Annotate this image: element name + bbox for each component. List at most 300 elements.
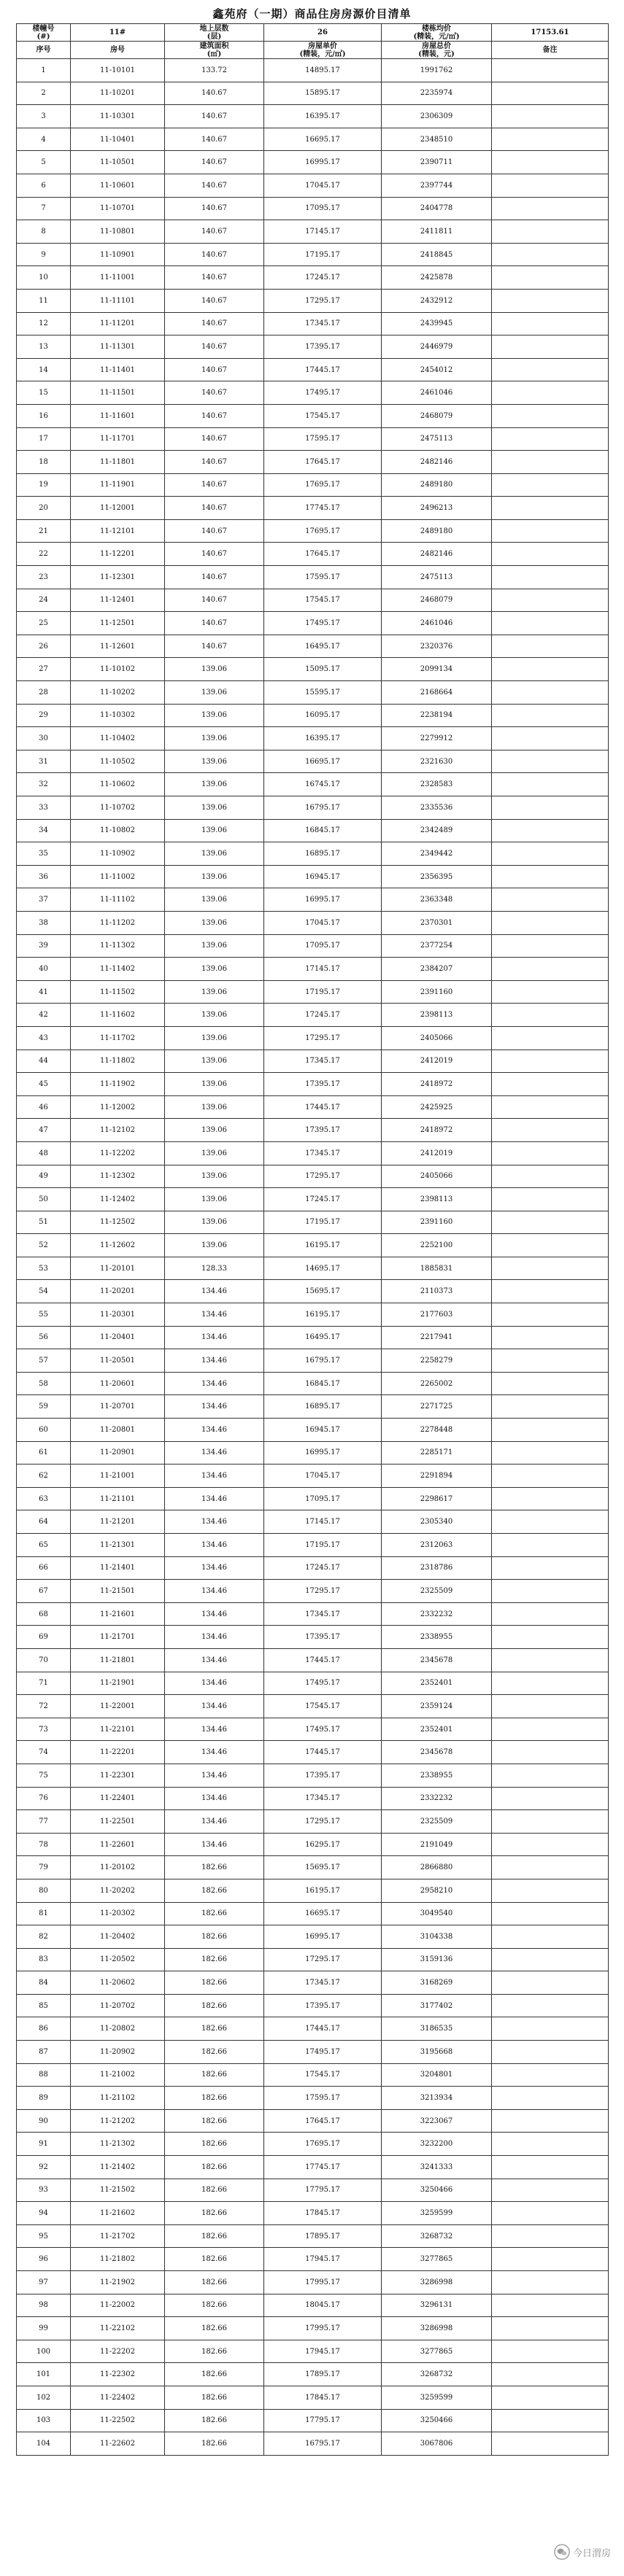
cell-area: 182.66 <box>165 2409 264 2432</box>
table-row <box>17 1580 609 1603</box>
cell-total-price: 2279912 <box>382 727 492 750</box>
cell-room: 11-11501 <box>71 381 165 405</box>
cell-room: 11-22601 <box>71 1833 165 1856</box>
cell-remarks <box>492 289 609 312</box>
cell-seq: 103 <box>17 2409 71 2432</box>
cell-unit-price: 14695.17 <box>264 1257 382 1280</box>
cell-total-price: 2305340 <box>382 1510 492 1534</box>
cell-area: 140.67 <box>165 335 264 359</box>
cell-remarks <box>492 1764 609 1787</box>
cell-total-price: 2348510 <box>382 128 492 151</box>
cell-room: 11-20802 <box>71 2017 165 2041</box>
cell-seq: 46 <box>17 1095 71 1119</box>
cell-seq: 36 <box>17 865 71 888</box>
cell-unit-price: 16995.17 <box>264 1441 382 1464</box>
cell-total-price: 3223067 <box>382 2109 492 2133</box>
cell-total-price: 2475113 <box>382 566 492 589</box>
cell-area: 139.06 <box>165 1119 264 1142</box>
table-row <box>17 404 609 427</box>
table-row <box>17 1234 609 1257</box>
cell-unit-price: 16095.17 <box>264 704 382 727</box>
cell-area: 140.67 <box>165 105 264 128</box>
cell-total-price: 3241333 <box>382 2156 492 2179</box>
cell-area: 182.66 <box>165 2271 264 2294</box>
cell-area: 140.67 <box>165 519 264 543</box>
cell-remarks <box>492 1695 609 1718</box>
wechat-icon <box>554 2544 570 2560</box>
cell-total-price: 2177603 <box>382 1303 492 1327</box>
cell-area: 139.06 <box>165 888 264 912</box>
table-row <box>17 1280 609 1303</box>
cell-total-price: 2099134 <box>382 658 492 681</box>
cell-unit-price: 16895.17 <box>264 1395 382 1419</box>
cell-remarks <box>492 312 609 335</box>
cell-remarks <box>492 658 609 681</box>
cell-remarks <box>492 266 609 290</box>
cell-total-price: 2418972 <box>382 1119 492 1142</box>
cell-seq: 94 <box>17 2202 71 2225</box>
cell-seq: 55 <box>17 1303 71 1327</box>
table-row <box>17 266 609 290</box>
cell-seq: 92 <box>17 2156 71 2179</box>
cell-area: 140.67 <box>165 612 264 635</box>
cell-remarks <box>492 2041 609 2064</box>
cell-area: 182.66 <box>165 1971 264 1995</box>
cell-unit-price: 17495.17 <box>264 1718 382 1741</box>
cell-room: 11-10901 <box>71 243 165 266</box>
cell-seq: 8 <box>17 220 71 244</box>
cell-remarks <box>492 1787 609 1810</box>
cell-remarks <box>492 1141 609 1165</box>
cell-unit-price: 17045.17 <box>264 911 382 934</box>
cell-unit-price: 17195.17 <box>264 243 382 266</box>
cell-unit-price: 16695.17 <box>264 128 382 151</box>
table-row <box>17 2340 609 2363</box>
cell-seq: 91 <box>17 2133 71 2156</box>
cell-room: 11-10301 <box>71 105 165 128</box>
cell-room: 11-12102 <box>71 1119 165 1142</box>
cell-area: 134.46 <box>165 1349 264 1373</box>
table-row <box>17 566 609 589</box>
cell-remarks <box>492 773 609 796</box>
cell-area: 134.46 <box>165 1419 264 1442</box>
cell-area: 139.06 <box>165 1211 264 1234</box>
table-row <box>17 1004 609 1027</box>
cell-remarks <box>492 635 609 658</box>
cell-remarks <box>492 519 609 543</box>
cell-room: 11-22402 <box>71 2386 165 2409</box>
cell-remarks <box>492 174 609 197</box>
table-row <box>17 750 609 773</box>
cell-remarks <box>492 1810 609 1834</box>
cell-remarks <box>492 1464 609 1488</box>
cell-remarks <box>492 1095 609 1119</box>
col-header-total-price: 房屋总价 (精装，元) <box>382 42 492 59</box>
cell-seq: 65 <box>17 1534 71 1557</box>
table-row <box>17 1395 609 1419</box>
cell-total-price: 2271725 <box>382 1395 492 1419</box>
cell-area: 134.46 <box>165 1602 264 1626</box>
cell-unit-price: 17695.17 <box>264 473 382 497</box>
cell-seq: 85 <box>17 1994 71 2017</box>
cell-seq: 98 <box>17 2294 71 2317</box>
cell-room: 11-21402 <box>71 2156 165 2179</box>
cell-remarks <box>492 543 609 566</box>
cell-room: 11-20102 <box>71 1856 165 1879</box>
cell-total-price: 2405066 <box>382 1026 492 1050</box>
cell-area: 182.66 <box>165 2432 264 2456</box>
cell-seq: 21 <box>17 519 71 543</box>
cell-unit-price: 16995.17 <box>264 1925 382 1949</box>
table-row <box>17 2063 609 2087</box>
cell-total-price: 2475113 <box>382 427 492 451</box>
table-row <box>17 2156 609 2179</box>
table-row <box>17 1925 609 1949</box>
cell-area: 134.46 <box>165 1810 264 1834</box>
cell-room: 11-11201 <box>71 312 165 335</box>
watermark <box>554 2544 611 2560</box>
col-header-unit-price: 房屋单价 (精装，元/㎡) <box>264 42 382 59</box>
cell-room: 11-20901 <box>71 1441 165 1464</box>
cell-seq: 61 <box>17 1441 71 1464</box>
table-row <box>17 1095 609 1119</box>
cell-room: 11-22101 <box>71 1718 165 1741</box>
cell-seq: 58 <box>17 1372 71 1395</box>
cell-remarks <box>492 1948 609 1971</box>
cell-total-price: 3104338 <box>382 1925 492 1949</box>
cell-area: 139.06 <box>165 842 264 866</box>
cell-remarks <box>492 1257 609 1280</box>
table-row <box>17 1856 609 1879</box>
cell-seq: 24 <box>17 589 71 612</box>
cell-area: 134.46 <box>165 1764 264 1787</box>
cell-unit-price: 17195.17 <box>264 980 382 1004</box>
cell-unit-price: 17495.17 <box>264 1672 382 1695</box>
table-row <box>17 1695 609 1718</box>
cell-room: 11-12101 <box>71 519 165 543</box>
cell-remarks <box>492 2432 609 2456</box>
cell-total-price: 2489180 <box>382 473 492 497</box>
cell-total-price: 2418845 <box>382 243 492 266</box>
cell-room: 11-10801 <box>71 220 165 244</box>
cell-total-price: 3277865 <box>382 2248 492 2271</box>
table-row <box>17 2017 609 2041</box>
cell-unit-price: 17545.17 <box>264 404 382 427</box>
cell-area: 139.06 <box>165 796 264 820</box>
cell-seq: 22 <box>17 543 71 566</box>
cell-total-price: 2496213 <box>382 497 492 520</box>
cell-total-price: 2468079 <box>382 404 492 427</box>
cell-remarks <box>492 1441 609 1464</box>
cell-area: 139.06 <box>165 865 264 888</box>
cell-area: 139.06 <box>165 1234 264 1257</box>
cell-total-price: 2397744 <box>382 174 492 197</box>
cell-seq: 79 <box>17 1856 71 1879</box>
table-row <box>17 1626 609 1649</box>
cell-total-price: 2425878 <box>382 266 492 290</box>
cell-seq: 62 <box>17 1464 71 1488</box>
cell-room: 11-11802 <box>71 1050 165 1073</box>
cell-unit-price: 16495.17 <box>264 635 382 658</box>
cell-area: 182.66 <box>165 2317 264 2340</box>
cell-area: 140.67 <box>165 427 264 451</box>
cell-remarks <box>492 1856 609 1879</box>
table-row <box>17 2087 609 2110</box>
cell-area: 139.06 <box>165 704 264 727</box>
table-row <box>17 1948 609 1971</box>
cell-seq: 50 <box>17 1188 71 1211</box>
cell-unit-price: 17745.17 <box>264 2156 382 2179</box>
cell-remarks <box>492 1119 609 1142</box>
cell-seq: 35 <box>17 842 71 866</box>
cell-area: 139.06 <box>165 911 264 934</box>
table-row <box>17 589 609 612</box>
cell-room: 11-11902 <box>71 1073 165 1096</box>
cell-area: 140.67 <box>165 220 264 244</box>
cell-remarks <box>492 151 609 174</box>
table-row <box>17 1464 609 1488</box>
cell-seq: 74 <box>17 1741 71 1764</box>
cell-area: 182.66 <box>165 2386 264 2409</box>
cell-remarks <box>492 82 609 105</box>
cell-unit-price: 17645.17 <box>264 451 382 474</box>
table-row <box>17 704 609 727</box>
cell-unit-price: 17295.17 <box>264 1810 382 1834</box>
cell-total-price: 2168664 <box>382 681 492 705</box>
cell-unit-price: 17195.17 <box>264 1211 382 1234</box>
cell-unit-price: 17095.17 <box>264 197 382 220</box>
cell-unit-price: 17495.17 <box>264 612 382 635</box>
cell-room: 11-22001 <box>71 1695 165 1718</box>
cell-unit-price: 17695.17 <box>264 519 382 543</box>
cell-unit-price: 15695.17 <box>264 1856 382 1879</box>
table-row <box>17 497 609 520</box>
cell-seq: 93 <box>17 2179 71 2202</box>
cell-room: 11-22202 <box>71 2340 165 2363</box>
cell-area: 134.46 <box>165 1672 264 1695</box>
cell-area: 139.06 <box>165 934 264 958</box>
cell-room: 11-20302 <box>71 1902 165 1925</box>
cell-unit-price: 17095.17 <box>264 1487 382 1510</box>
cell-room: 11-20801 <box>71 1419 165 1442</box>
cell-unit-price: 17295.17 <box>264 1580 382 1603</box>
cell-unit-price: 17545.17 <box>264 2063 382 2087</box>
cell-area: 139.06 <box>165 1095 264 1119</box>
cell-area: 134.46 <box>165 1556 264 1580</box>
cell-total-price: 2191049 <box>382 1833 492 1856</box>
table-row <box>17 2248 609 2271</box>
cell-total-price: 2866880 <box>382 1856 492 1879</box>
cell-seq: 52 <box>17 1234 71 1257</box>
cell-unit-price: 16295.17 <box>264 1833 382 1856</box>
cell-room: 11-20602 <box>71 1971 165 1995</box>
table-row <box>17 658 609 681</box>
cell-unit-price: 17845.17 <box>264 2202 382 2225</box>
cell-unit-price: 17095.17 <box>264 934 382 958</box>
cell-unit-price: 17245.17 <box>264 1004 382 1027</box>
cell-remarks <box>492 2063 609 2087</box>
cell-area: 139.06 <box>165 750 264 773</box>
cell-remarks <box>492 2409 609 2432</box>
average-price-value: 17153.61 <box>492 24 609 42</box>
cell-total-price: 1885831 <box>382 1257 492 1280</box>
cell-room: 11-20301 <box>71 1303 165 1327</box>
building-number-label: 楼幢号 (#) <box>17 24 71 42</box>
cell-seq: 34 <box>17 819 71 842</box>
table-row <box>17 1787 609 1810</box>
cell-unit-price: 17495.17 <box>264 381 382 405</box>
cell-room: 11-21601 <box>71 1602 165 1626</box>
cell-area: 140.67 <box>165 151 264 174</box>
cell-room: 11-10902 <box>71 842 165 866</box>
cell-total-price: 2345678 <box>382 1648 492 1672</box>
cell-total-price: 2238194 <box>382 704 492 727</box>
cell-remarks <box>492 980 609 1004</box>
cell-area: 182.66 <box>165 2017 264 2041</box>
table-row <box>17 888 609 912</box>
cell-room: 11-12001 <box>71 497 165 520</box>
cell-area: 134.46 <box>165 1510 264 1534</box>
cell-seq: 25 <box>17 612 71 635</box>
table-row <box>17 1602 609 1626</box>
cell-room: 11-21702 <box>71 2224 165 2248</box>
cell-total-price: 3186535 <box>382 2017 492 2041</box>
cell-seq: 33 <box>17 796 71 820</box>
cell-total-price: 2217941 <box>382 1326 492 1349</box>
cell-room: 11-12402 <box>71 1188 165 1211</box>
cell-total-price: 2298617 <box>382 1487 492 1510</box>
cell-remarks <box>492 128 609 151</box>
cell-unit-price: 16795.17 <box>264 2432 382 2456</box>
cell-area: 139.06 <box>165 1004 264 1027</box>
cell-room: 11-21901 <box>71 1672 165 1695</box>
table-row <box>17 197 609 220</box>
cell-room: 11-21201 <box>71 1510 165 1534</box>
cell-unit-price: 16845.17 <box>264 1372 382 1395</box>
col-header-seq: 序号 <box>17 42 71 59</box>
cell-seq: 37 <box>17 888 71 912</box>
cell-room: 11-20101 <box>71 1257 165 1280</box>
cell-room: 11-11202 <box>71 911 165 934</box>
cell-remarks <box>492 427 609 451</box>
building-number-value: 11# <box>71 24 165 42</box>
cell-seq: 28 <box>17 681 71 705</box>
cell-total-price: 2349442 <box>382 842 492 866</box>
cell-unit-price: 17845.17 <box>264 2386 382 2409</box>
cell-remarks <box>492 958 609 981</box>
cell-unit-price: 17495.17 <box>264 2041 382 2064</box>
cell-unit-price: 17395.17 <box>264 1994 382 2017</box>
cell-seq: 99 <box>17 2317 71 2340</box>
cell-area: 134.46 <box>165 1441 264 1464</box>
cell-room: 11-21801 <box>71 1648 165 1672</box>
cell-area: 139.06 <box>165 1165 264 1188</box>
cell-seq: 30 <box>17 727 71 750</box>
cell-seq: 95 <box>17 2224 71 2248</box>
cell-remarks <box>492 358 609 381</box>
table-row <box>17 2179 609 2202</box>
cell-seq: 45 <box>17 1073 71 1096</box>
floors-label: 地上层数 (层) <box>165 24 264 42</box>
cell-total-price: 2412019 <box>382 1050 492 1073</box>
cell-area: 140.67 <box>165 243 264 266</box>
cell-room: 11-22301 <box>71 1764 165 1787</box>
cell-remarks <box>492 2179 609 2202</box>
cell-total-price: 3159136 <box>382 1948 492 1971</box>
cell-seq: 80 <box>17 1879 71 1902</box>
cell-room: 11-12201 <box>71 543 165 566</box>
cell-total-price: 3250466 <box>382 2179 492 2202</box>
cell-area: 140.67 <box>165 312 264 335</box>
cell-total-price: 2235974 <box>382 82 492 105</box>
cell-unit-price: 17045.17 <box>264 174 382 197</box>
cell-total-price: 2352401 <box>382 1718 492 1741</box>
cell-total-price: 2321630 <box>382 750 492 773</box>
cell-seq: 27 <box>17 658 71 681</box>
header-row-building <box>17 24 609 42</box>
cell-area: 140.67 <box>165 543 264 566</box>
table-row <box>17 681 609 705</box>
cell-total-price: 2377254 <box>382 934 492 958</box>
cell-area: 134.46 <box>165 1326 264 1349</box>
cell-room: 11-10502 <box>71 750 165 773</box>
watermark-text: 今日渭房 <box>572 2548 611 2559</box>
cell-room: 11-10401 <box>71 128 165 151</box>
cell-unit-price: 17895.17 <box>264 2363 382 2386</box>
cell-remarks <box>492 1326 609 1349</box>
cell-unit-price: 16695.17 <box>264 1902 382 1925</box>
cell-area: 182.66 <box>165 2063 264 2087</box>
table-row <box>17 819 609 842</box>
cell-remarks <box>492 1602 609 1626</box>
cell-seq: 86 <box>17 2017 71 2041</box>
cell-total-price: 3213934 <box>382 2087 492 2110</box>
cell-unit-price: 17045.17 <box>264 1464 382 1488</box>
table-row <box>17 727 609 750</box>
col-header-area: 建筑面积 (㎡) <box>165 42 264 59</box>
cell-seq: 71 <box>17 1672 71 1695</box>
cell-unit-price: 17545.17 <box>264 589 382 612</box>
cell-area: 182.66 <box>165 1902 264 1925</box>
cell-seq: 66 <box>17 1556 71 1580</box>
table-row <box>17 1764 609 1787</box>
cell-seq: 31 <box>17 750 71 773</box>
cell-total-price: 2356395 <box>382 865 492 888</box>
table-row <box>17 82 609 105</box>
cell-area: 182.66 <box>165 2109 264 2133</box>
cell-room: 11-12501 <box>71 612 165 635</box>
table-row <box>17 1902 609 1925</box>
cell-unit-price: 17395.17 <box>264 1073 382 1096</box>
cell-remarks <box>492 865 609 888</box>
cell-seq: 54 <box>17 1280 71 1303</box>
cell-seq: 72 <box>17 1695 71 1718</box>
cell-remarks <box>492 2317 609 2340</box>
cell-seq: 57 <box>17 1349 71 1373</box>
table-row <box>17 151 609 174</box>
cell-total-price: 3259599 <box>382 2202 492 2225</box>
cell-area: 182.66 <box>165 2041 264 2064</box>
cell-seq: 17 <box>17 427 71 451</box>
cell-total-price: 2482146 <box>382 451 492 474</box>
cell-remarks <box>492 888 609 912</box>
cell-seq: 69 <box>17 1626 71 1649</box>
cell-room: 11-21501 <box>71 1580 165 1603</box>
table-row <box>17 980 609 1004</box>
cell-area: 182.66 <box>165 1925 264 1949</box>
cell-total-price: 2285171 <box>382 1441 492 1464</box>
table-row <box>17 381 609 405</box>
